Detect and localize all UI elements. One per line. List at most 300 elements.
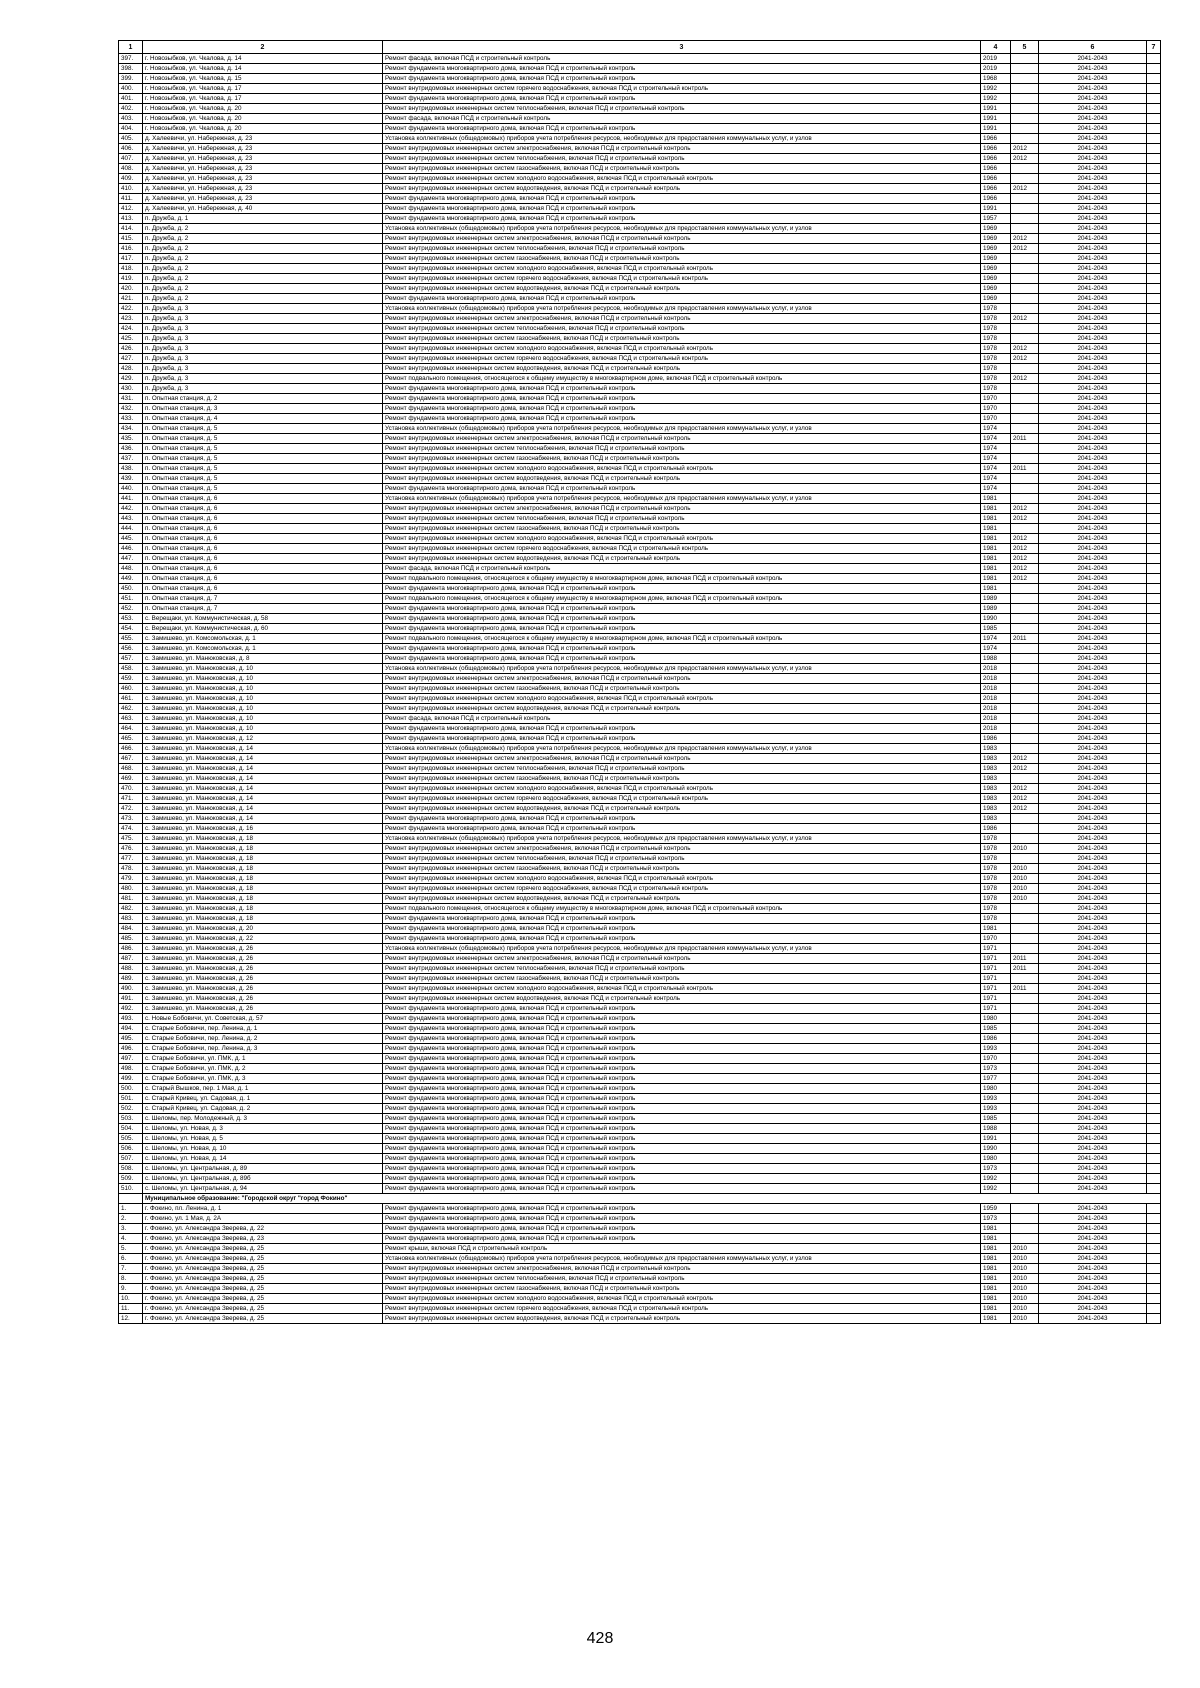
table-row: [119, 524, 1161, 534]
empty-cell: [1147, 604, 1161, 614]
empty-cell: [1147, 54, 1161, 64]
work-type-cell: Ремонт фундамента многоквартирного дома, включая ПСД и строительный контроль: [383, 1094, 981, 1104]
work-type-cell: Ремонт внутридомовых инженерных систем водоотведения, включая ПСД и строительный контроль: [383, 474, 981, 484]
empty-cell: [1147, 1034, 1161, 1044]
empty-cell: [1147, 64, 1161, 74]
address-cell: с. Старый Кривец, ул. Садовая, д. 1: [143, 1094, 383, 1104]
planned-period-cell: 2041-2043: [1039, 424, 1147, 434]
work-type-cell: Ремонт фундамента многоквартирного дома, включая ПСД и строительный контроль: [383, 604, 981, 614]
empty-cell: [1147, 544, 1161, 554]
year-built-cell: 1970: [981, 414, 1011, 424]
table-row: [119, 304, 1161, 314]
work-type-cell: Установка коллективных (общедомовых) приборов учета потребления ресурсов, необходимых для предоставления коммунальных услуг, и узлов: [383, 134, 981, 144]
table-row: [119, 594, 1161, 604]
last-repair-year-cell: [1011, 614, 1039, 624]
table-row: [119, 414, 1161, 424]
address-cell: г. Фокино, пл. Ленина, д. 1: [143, 1204, 383, 1214]
header-cell: 5: [1011, 41, 1039, 54]
empty-cell: [1147, 974, 1161, 984]
empty-cell: [1147, 514, 1161, 524]
empty-cell: [1147, 1074, 1161, 1084]
table-row: [119, 804, 1161, 814]
address-cell: п. Опытная станция, д. 4: [143, 414, 383, 424]
table-row: [119, 964, 1161, 974]
row-number-cell: 5.: [119, 1244, 143, 1254]
row-number-cell: 408.: [119, 164, 143, 174]
table-row: [119, 864, 1161, 874]
table-row: [119, 664, 1161, 674]
year-built-cell: 1985: [981, 624, 1011, 634]
row-number-cell: 448.: [119, 564, 143, 574]
work-type-cell: Ремонт внутридомовых инженерных систем водоотведения, включая ПСД и строительный контроль: [383, 364, 981, 374]
last-repair-year-cell: [1011, 684, 1039, 694]
table-row: [119, 484, 1161, 494]
row-number-cell: 452.: [119, 604, 143, 614]
last-repair-year-cell: 2012: [1011, 544, 1039, 554]
table-row: [119, 894, 1161, 904]
work-type-cell: Установка коллективных (общедомовых) приборов учета потребления ресурсов, необходимых для предоставления коммунальных услуг, и узлов: [383, 1254, 981, 1264]
empty-cell: [1147, 664, 1161, 674]
empty-cell: [1147, 904, 1161, 914]
planned-period-cell: 2041-2043: [1039, 744, 1147, 754]
work-type-cell: Ремонт фасада, включая ПСД и строительный контроль: [383, 714, 981, 724]
year-built-cell: 1957: [981, 214, 1011, 224]
empty-cell: [1147, 934, 1161, 944]
row-number-cell: 507.: [119, 1154, 143, 1164]
year-built-cell: 1969: [981, 294, 1011, 304]
row-number-cell: 499.: [119, 1074, 143, 1084]
address-cell: г. Фокино, ул. Александра Зверева, д. 25: [143, 1284, 383, 1294]
table-row: [119, 224, 1161, 234]
last-repair-year-cell: 2012: [1011, 354, 1039, 364]
last-repair-year-cell: [1011, 644, 1039, 654]
planned-period-cell: 2041-2043: [1039, 634, 1147, 644]
year-built-cell: 1983: [981, 804, 1011, 814]
last-repair-year-cell: [1011, 394, 1039, 404]
address-cell: п. Дружба, д. 3: [143, 364, 383, 374]
year-built-cell: 1978: [981, 844, 1011, 854]
empty-cell: [1147, 74, 1161, 84]
document-page: [118, 40, 1160, 1324]
work-type-cell: Ремонт фундамента многоквартирного дома, включая ПСД и строительный контроль: [383, 814, 981, 824]
year-built-cell: 1983: [981, 774, 1011, 784]
work-type-cell: Ремонт фундамента многоквартирного дома, включая ПСД и строительный контроль: [383, 94, 981, 104]
year-built-cell: 1981: [981, 1224, 1011, 1234]
row-number-cell: 497.: [119, 1054, 143, 1064]
row-number-cell: 415.: [119, 234, 143, 244]
row-number-cell: 418.: [119, 264, 143, 274]
table-row: [119, 1024, 1161, 1034]
row-number-cell: 428.: [119, 364, 143, 374]
table-row: [119, 1294, 1161, 1304]
planned-period-cell: 2041-2043: [1039, 194, 1147, 204]
address-cell: п. Опытная станция, д. 6: [143, 524, 383, 534]
work-type-cell: Ремонт внутридомовых инженерных систем электроснабжения, включая ПСД и строительный контроль: [383, 954, 981, 964]
table-row: [119, 764, 1161, 774]
row-number-cell: 441.: [119, 494, 143, 504]
work-type-cell: Ремонт внутридомовых инженерных систем горячего водоснабжения, включая ПСД и строительный контроль: [383, 884, 981, 894]
planned-period-cell: 2041-2043: [1039, 1144, 1147, 1154]
empty-cell: [1147, 774, 1161, 784]
planned-period-cell: 2041-2043: [1039, 1004, 1147, 1014]
row-number-cell: 438.: [119, 464, 143, 474]
planned-period-cell: 2041-2043: [1039, 504, 1147, 514]
planned-period-cell: 2041-2043: [1039, 604, 1147, 614]
address-cell: с. Новые Бобовичи, ул. Советская, д. 57: [143, 1014, 383, 1024]
planned-period-cell: 2041-2043: [1039, 694, 1147, 704]
row-number-cell: 478.: [119, 864, 143, 874]
planned-period-cell: 2041-2043: [1039, 1164, 1147, 1174]
last-repair-year-cell: [1011, 524, 1039, 534]
planned-period-cell: 2041-2043: [1039, 1094, 1147, 1104]
row-number-cell: 465.: [119, 734, 143, 744]
row-number-cell: 454.: [119, 624, 143, 634]
planned-period-cell: 2041-2043: [1039, 534, 1147, 544]
table-row: [119, 424, 1161, 434]
empty-cell: [1147, 984, 1161, 994]
work-type-cell: Ремонт внутридомовых инженерных систем электроснабжения, включая ПСД и строительный контроль: [383, 314, 981, 324]
row-number-cell: 510.: [119, 1184, 143, 1194]
last-repair-year-cell: [1011, 204, 1039, 214]
last-repair-year-cell: 2012: [1011, 374, 1039, 384]
empty-cell: [1147, 1284, 1161, 1294]
work-type-cell: Ремонт внутридомовых инженерных систем теплоснабжения, включая ПСД и строительный контроль: [383, 244, 981, 254]
address-cell: п. Опытная станция, д. 5: [143, 454, 383, 464]
table-row: [119, 1214, 1161, 1224]
row-number-cell: 401.: [119, 94, 143, 104]
row-number-cell: 475.: [119, 834, 143, 844]
planned-period-cell: 2041-2043: [1039, 644, 1147, 654]
planned-period-cell: 2041-2043: [1039, 1274, 1147, 1284]
address-cell: с. Старый Кривец, ул. Садовая, д. 2: [143, 1104, 383, 1114]
year-built-cell: 2019: [981, 54, 1011, 64]
row-number-cell: 399.: [119, 74, 143, 84]
row-number-cell: 414.: [119, 224, 143, 234]
empty-cell: [1147, 134, 1161, 144]
last-repair-year-cell: [1011, 1134, 1039, 1144]
year-built-cell: 1978: [981, 334, 1011, 344]
year-built-cell: 1974: [981, 484, 1011, 494]
planned-period-cell: 2041-2043: [1039, 484, 1147, 494]
work-type-cell: Ремонт внутридомовых инженерных систем электроснабжения, включая ПСД и строительный контроль: [383, 234, 981, 244]
work-type-cell: Ремонт фундамента многоквартирного дома, включая ПСД и строительный контроль: [383, 724, 981, 734]
year-built-cell: 1978: [981, 354, 1011, 364]
last-repair-year-cell: [1011, 1234, 1039, 1244]
planned-period-cell: 2041-2043: [1039, 144, 1147, 154]
year-built-cell: 2018: [981, 704, 1011, 714]
planned-period-cell: 2041-2043: [1039, 584, 1147, 594]
table-row: [119, 164, 1161, 174]
planned-period-cell: 2041-2043: [1039, 184, 1147, 194]
address-cell: п. Опытная станция, д. 6: [143, 574, 383, 584]
last-repair-year-cell: [1011, 734, 1039, 744]
address-cell: с. Замишево, ул. Манюковская, д. 26: [143, 944, 383, 954]
work-type-cell: Ремонт внутридомовых инженерных систем горячего водоснабжения, включая ПСД и строительный контроль: [383, 274, 981, 284]
last-repair-year-cell: [1011, 484, 1039, 494]
empty-cell: [1147, 1174, 1161, 1184]
work-type-cell: Ремонт фундамента многоквартирного дома, включая ПСД и строительный контроль: [383, 1104, 981, 1114]
table-row: [119, 194, 1161, 204]
year-built-cell: 1966: [981, 184, 1011, 194]
empty-cell: [1147, 1234, 1161, 1244]
address-cell: п. Дружба, д. 3: [143, 344, 383, 354]
table-row: [119, 1244, 1161, 1254]
last-repair-year-cell: [1011, 414, 1039, 424]
empty-cell: [1147, 864, 1161, 874]
planned-period-cell: 2041-2043: [1039, 234, 1147, 244]
row-number-cell: 398.: [119, 64, 143, 74]
work-type-cell: Ремонт фундамента многоквартирного дома, включая ПСД и строительный контроль: [383, 1114, 981, 1124]
year-built-cell: 1981: [981, 924, 1011, 934]
planned-period-cell: 2041-2043: [1039, 264, 1147, 274]
empty-cell: [1147, 224, 1161, 234]
empty-cell: [1147, 1094, 1161, 1104]
row-number-cell: 501.: [119, 1094, 143, 1104]
planned-period-cell: 2041-2043: [1039, 414, 1147, 424]
empty-cell: [1147, 1264, 1161, 1274]
empty-cell: [1147, 1304, 1161, 1314]
address-cell: с. Замишево, ул. Манюковская, д. 18: [143, 834, 383, 844]
row-number-cell: 486.: [119, 944, 143, 954]
year-built-cell: 1991: [981, 204, 1011, 214]
planned-period-cell: 2041-2043: [1039, 314, 1147, 324]
table-row: [119, 134, 1161, 144]
work-type-cell: Ремонт внутридомовых инженерных систем электроснабжения, включая ПСД и строительный контроль: [383, 844, 981, 854]
section-title: Муниципальное образование: "Городской округ "город Фокино": [143, 1194, 1161, 1204]
planned-period-cell: 2041-2043: [1039, 1114, 1147, 1124]
empty-cell: [1147, 444, 1161, 454]
address-cell: с. Шеломы, пер. Молодежный, д. 3: [143, 1114, 383, 1124]
empty-cell: [1147, 534, 1161, 544]
address-cell: г. Фокино, ул. Александра Зверева, д. 25: [143, 1294, 383, 1304]
row-number-cell: 488.: [119, 964, 143, 974]
row-number-cell: 455.: [119, 634, 143, 644]
empty-cell: [1147, 784, 1161, 794]
table-row: [119, 174, 1161, 184]
row-number-cell: 444.: [119, 524, 143, 534]
work-type-cell: Установка коллективных (общедомовых) приборов учета потребления ресурсов, необходимых для предоставления коммунальных услуг, и узлов: [383, 424, 981, 434]
last-repair-year-cell: [1011, 584, 1039, 594]
address-cell: п. Дружба, д. 3: [143, 324, 383, 334]
address-cell: с. Замишево, ул. Манюковская, д. 14: [143, 794, 383, 804]
table-row: [119, 1104, 1161, 1114]
year-built-cell: 1974: [981, 464, 1011, 474]
address-cell: с. Замишево, ул. Манюковская, д. 14: [143, 784, 383, 794]
last-repair-year-cell: [1011, 264, 1039, 274]
table-row: [119, 944, 1161, 954]
address-cell: с. Замишево, ул. Манюковская, д. 14: [143, 804, 383, 814]
last-repair-year-cell: [1011, 1154, 1039, 1164]
empty-cell: [1147, 84, 1161, 94]
empty-cell: [1147, 384, 1161, 394]
empty-cell: [1147, 694, 1161, 704]
planned-period-cell: 2041-2043: [1039, 1024, 1147, 1034]
planned-period-cell: 2041-2043: [1039, 1084, 1147, 1094]
planned-period-cell: 2041-2043: [1039, 1244, 1147, 1254]
planned-period-cell: 2041-2043: [1039, 664, 1147, 674]
planned-period-cell: 2041-2043: [1039, 1054, 1147, 1064]
address-cell: с. Верещаки, ул. Коммунистическая, д. 58: [143, 614, 383, 624]
last-repair-year-cell: [1011, 704, 1039, 714]
table-row: [119, 464, 1161, 474]
address-cell: с. Старые Бобовичи, пер. Ленина, д. 2: [143, 1034, 383, 1044]
planned-period-cell: 2041-2043: [1039, 204, 1147, 214]
row-number-cell: 462.: [119, 704, 143, 714]
empty-cell: [1147, 814, 1161, 824]
empty-cell: [1147, 834, 1161, 844]
empty-cell: [1147, 464, 1161, 474]
last-repair-year-cell: [1011, 1084, 1039, 1094]
year-built-cell: 1981: [981, 1244, 1011, 1254]
year-built-cell: 1983: [981, 754, 1011, 764]
work-type-cell: Ремонт внутридомовых инженерных систем водоотведения, включая ПСД и строительный контроль: [383, 894, 981, 904]
table-row: [119, 734, 1161, 744]
row-number-cell: 502.: [119, 1104, 143, 1114]
empty-cell: [1147, 1024, 1161, 1034]
row-number-cell: 404.: [119, 124, 143, 134]
last-repair-year-cell: [1011, 994, 1039, 1004]
row-number-cell: 485.: [119, 934, 143, 944]
table-row: [119, 1004, 1161, 1014]
planned-period-cell: 2041-2043: [1039, 564, 1147, 574]
row-number-cell: 8.: [119, 1274, 143, 1284]
year-built-cell: 1992: [981, 94, 1011, 104]
address-cell: с. Замишево, ул. Манюковская, д. 10: [143, 704, 383, 714]
address-cell: с. Верещаки, ул. Коммунистическая, д. 60: [143, 624, 383, 634]
last-repair-year-cell: [1011, 124, 1039, 134]
work-type-cell: Установка коллективных (общедомовых) приборов учета потребления ресурсов, необходимых для предоставления коммунальных услуг, и узлов: [383, 834, 981, 844]
last-repair-year-cell: 2012: [1011, 574, 1039, 584]
work-type-cell: Ремонт фундамента многоквартирного дома, включая ПСД и строительный контроль: [383, 1214, 981, 1224]
row-number-cell: 496.: [119, 1044, 143, 1054]
row-number-cell: 409.: [119, 174, 143, 184]
work-type-cell: Ремонт внутридомовых инженерных систем теплоснабжения, включая ПСД и строительный контроль: [383, 514, 981, 524]
last-repair-year-cell: [1011, 1044, 1039, 1054]
year-built-cell: 1981: [981, 1294, 1011, 1304]
work-type-cell: Ремонт внутридомовых инженерных систем электроснабжения, включая ПСД и строительный контроль: [383, 674, 981, 684]
year-built-cell: 1959: [981, 1204, 1011, 1214]
work-type-cell: Ремонт фундамента многоквартирного дома, включая ПСД и строительный контроль: [383, 1204, 981, 1214]
row-number-cell: 417.: [119, 254, 143, 264]
planned-period-cell: 2041-2043: [1039, 324, 1147, 334]
table-row: [119, 1164, 1161, 1174]
last-repair-year-cell: [1011, 54, 1039, 64]
planned-period-cell: 2041-2043: [1039, 124, 1147, 134]
work-type-cell: Установка коллективных (общедомовых) приборов учета потребления ресурсов, необходимых для предоставления коммунальных услуг, и узлов: [383, 744, 981, 754]
work-type-cell: Ремонт внутридомовых инженерных систем электроснабжения, включая ПСД и строительный контроль: [383, 1264, 981, 1274]
table-row: [119, 384, 1161, 394]
last-repair-year-cell: [1011, 1164, 1039, 1174]
work-type-cell: Ремонт фундамента многоквартирного дома, включая ПСД и строительный контроль: [383, 194, 981, 204]
row-number-cell: 437.: [119, 454, 143, 464]
last-repair-year-cell: [1011, 1224, 1039, 1234]
last-repair-year-cell: [1011, 1054, 1039, 1064]
last-repair-year-cell: 2012: [1011, 554, 1039, 564]
address-cell: п. Дружба, д. 2: [143, 224, 383, 234]
row-number-cell: 481.: [119, 894, 143, 904]
planned-period-cell: 2041-2043: [1039, 364, 1147, 374]
work-type-cell: Ремонт внутридомовых инженерных систем холодного водоснабжения, включая ПСД и строительный контроль: [383, 344, 981, 354]
planned-period-cell: 2041-2043: [1039, 894, 1147, 904]
last-repair-year-cell: [1011, 934, 1039, 944]
year-built-cell: 1989: [981, 604, 1011, 614]
address-cell: с. Замишево, ул. Манюковская, д. 18: [143, 844, 383, 854]
planned-period-cell: 2041-2043: [1039, 1264, 1147, 1274]
address-cell: с. Замишево, ул. Манюковская, д. 10: [143, 714, 383, 724]
year-built-cell: 1989: [981, 594, 1011, 604]
last-repair-year-cell: [1011, 1184, 1039, 1194]
empty-cell: [1147, 884, 1161, 894]
planned-period-cell: 2041-2043: [1039, 814, 1147, 824]
empty-cell: [1147, 854, 1161, 864]
empty-cell: [1147, 414, 1161, 424]
year-built-cell: 1993: [981, 1044, 1011, 1054]
last-repair-year-cell: [1011, 904, 1039, 914]
empty-cell: [1147, 264, 1161, 274]
year-built-cell: 1981: [981, 514, 1011, 524]
row-number-cell: 413.: [119, 214, 143, 224]
empty-cell: [1147, 1224, 1161, 1234]
planned-period-cell: 2041-2043: [1039, 944, 1147, 954]
address-cell: г. Фокино, ул. Александра Зверева, д. 23: [143, 1234, 383, 1244]
row-number-cell: 6.: [119, 1254, 143, 1264]
work-type-cell: Ремонт внутридомовых инженерных систем горячего водоснабжения, включая ПСД и строительный контроль: [383, 1304, 981, 1314]
year-built-cell: 1990: [981, 1144, 1011, 1154]
year-built-cell: 1969: [981, 234, 1011, 244]
empty-cell: [1147, 744, 1161, 754]
planned-period-cell: 2041-2043: [1039, 614, 1147, 624]
year-built-cell: 1978: [981, 864, 1011, 874]
address-cell: с. Замишево, ул. Манюковская, д. 12: [143, 734, 383, 744]
empty-cell: [1147, 234, 1161, 244]
address-cell: с. Замишево, ул. Манюковская, д. 26: [143, 984, 383, 994]
address-cell: г. Фокино, ул. 1 Мая, д. 2А: [143, 1214, 383, 1224]
year-built-cell: 1978: [981, 874, 1011, 884]
address-cell: п. Дружба, д. 2: [143, 234, 383, 244]
last-repair-year-cell: 2012: [1011, 344, 1039, 354]
address-cell: г. Новозыбков, ул. Чкалова, д. 20: [143, 114, 383, 124]
year-built-cell: 1993: [981, 1094, 1011, 1104]
address-cell: с. Замишево, ул. Комсомольская, д. 1: [143, 634, 383, 644]
last-repair-year-cell: 2012: [1011, 244, 1039, 254]
work-type-cell: Ремонт внутридомовых инженерных систем теплоснабжения, включая ПСД и строительный контроль: [383, 444, 981, 454]
planned-period-cell: 2041-2043: [1039, 104, 1147, 114]
work-type-cell: Ремонт фундамента многоквартирного дома, включая ПСД и строительный контроль: [383, 824, 981, 834]
planned-period-cell: 2041-2043: [1039, 224, 1147, 234]
row-number-cell: 477.: [119, 854, 143, 864]
year-built-cell: 1981: [981, 504, 1011, 514]
planned-period-cell: 2041-2043: [1039, 1124, 1147, 1134]
last-repair-year-cell: [1011, 654, 1039, 664]
last-repair-year-cell: [1011, 664, 1039, 674]
last-repair-year-cell: [1011, 224, 1039, 234]
row-number-cell: 500.: [119, 1084, 143, 1094]
empty-cell: [1147, 334, 1161, 344]
table-row: [119, 1284, 1161, 1294]
row-number-cell: 466.: [119, 744, 143, 754]
last-repair-year-cell: 2012: [1011, 234, 1039, 244]
address-cell: с. Замишево, ул. Манюковская, д. 8: [143, 654, 383, 664]
empty-cell: [1147, 284, 1161, 294]
row-number-cell: 491.: [119, 994, 143, 1004]
year-built-cell: 1966: [981, 164, 1011, 174]
address-cell: п. Опытная станция, д. 6: [143, 544, 383, 554]
year-built-cell: 1981: [981, 544, 1011, 554]
row-number-cell: 509.: [119, 1174, 143, 1184]
empty-cell: [1147, 644, 1161, 654]
last-repair-year-cell: 2011: [1011, 964, 1039, 974]
work-type-cell: Ремонт внутридомовых инженерных систем холодного водоснабжения, включая ПСД и строительный контроль: [383, 694, 981, 704]
